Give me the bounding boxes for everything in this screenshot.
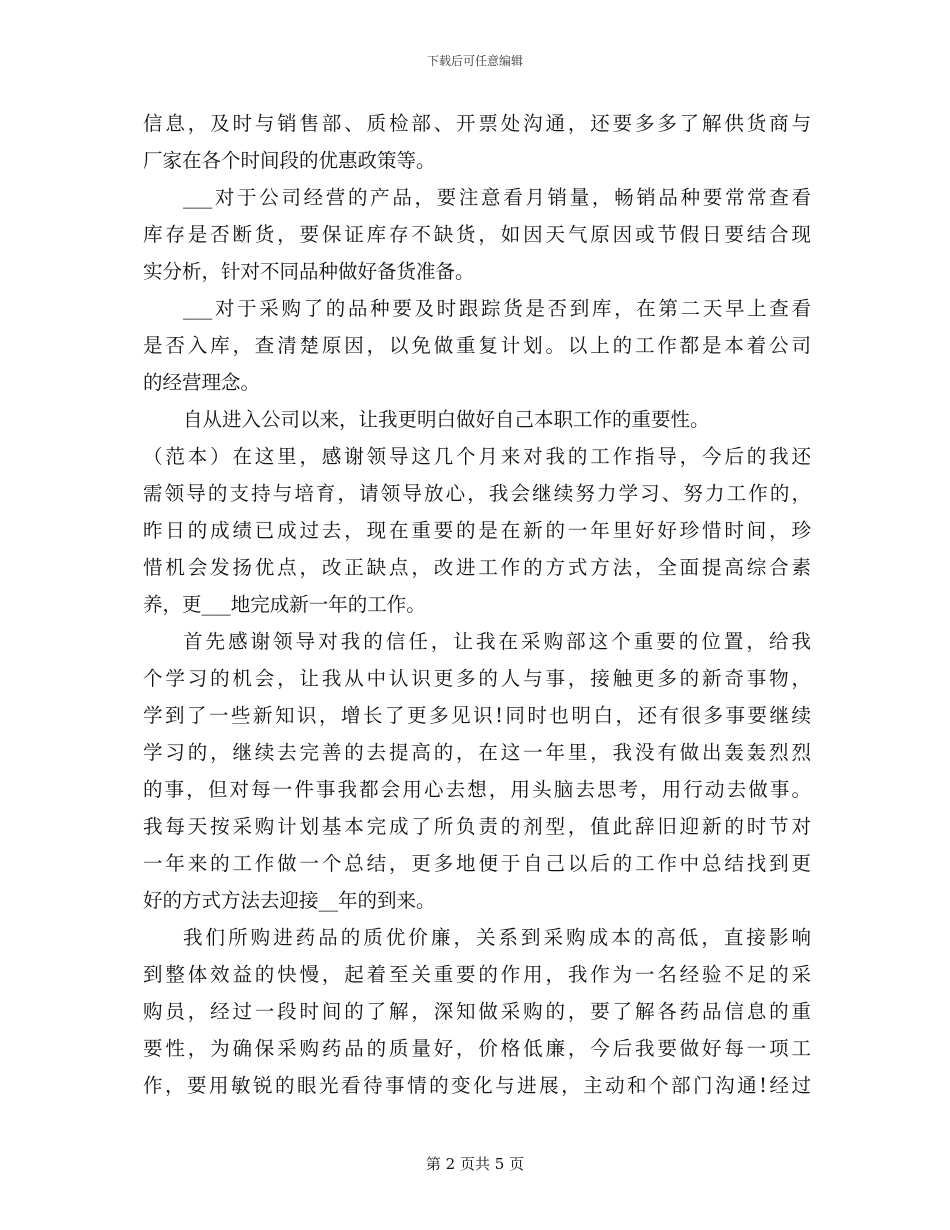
text-line: 学到了一些新知识，增长了更多见识!同时也明白，还有很多事要继续 [143, 704, 811, 727]
text-line: 的事，但对每一件事我都会用心去想，用头脑去思考，用行动去做事。 [143, 778, 811, 801]
text-line: 厂家在各个时间段的优惠政策等。 [143, 149, 436, 172]
text-line: 一年来的工作做一个总结，更多地便于自己以后的工作中总结找到更 [143, 852, 811, 875]
text-line: 到整体效益的快慢，起着至关重要的作用，我作为一名经验不足的采 [143, 963, 811, 986]
text-line: 库存是否断货，要保证库存不缺货，如因天气原因或节假日要结合现 [143, 223, 811, 246]
text-line: 养，更___地完成新一年的工作。 [143, 593, 426, 616]
page-header: 下载后可任意编辑 [426, 54, 523, 68]
text-line: 好的方式方法去迎接__年的到来。 [143, 889, 436, 912]
text-line: ___对于采购了的品种要及时跟踪货是否到库，在第二天早上查看 [183, 297, 811, 320]
text-line: 作，要用敏锐的眼光看待事情的变化与进展，主动和个部门沟通!经过 [143, 1074, 811, 1097]
text-line: 的经营理念。 [143, 371, 261, 394]
text-line: ___对于公司经营的产品，要注意看月销量，畅销品种要常常查看 [183, 186, 811, 209]
text-line: 信息，及时与销售部、质检部、开票处沟通，还要多多了解供货商与 [143, 112, 811, 135]
text-line: 个学习的机会，让我从中认识更多的人与事，接触更多的新奇事物， [143, 667, 811, 690]
text-line: 学习的，继续去完善的去提高的，在这一年里，我没有做出轰轰烈烈 [143, 741, 811, 764]
text-line: 惜机会发扬优点，改正缺点，改进工作的方式方法，全面提高综合素 [143, 556, 811, 579]
text-line: 首先感谢领导对我的信任，让我在采购部这个重要的位置，给我 [183, 630, 811, 653]
text-line: 是否入库，查清楚原因，以免做重复计划。以上的工作都是本着公司 [143, 334, 811, 357]
text-line: 购员，经过一段时间的了解，深知做采购的，要了解各药品信息的重 [143, 1000, 811, 1023]
page-footer: 第 2 页共 5 页 [425, 1155, 525, 1173]
text-line: 要性，为确保采购药品的质量好，价格低廉，今后我要做好每一项工 [143, 1037, 811, 1060]
text-line: 实分析，针对不同品种做好备货准备。 [143, 260, 475, 283]
text-line: 自从进入公司以来，让我更明白做好自己本职工作的重要性。 [183, 408, 710, 431]
text-line: 需领导的支持与培育，请领导放心，我会继续努力学习、努力工作的， [143, 482, 811, 505]
text-line: 我每天按采购计划基本完成了所负责的剂型，值此辞旧迎新的时节对 [143, 815, 811, 838]
text-line: （范本）在这里，感谢领导这几个月来对我的工作指导，今后的我还 [143, 445, 811, 468]
document-body [143, 105, 811, 1104]
text-line: 昨日的成绩已成过去，现在重要的是在新的一年里好好珍惜时间，珍 [143, 519, 811, 542]
text-line: 我们所购进药品的质优价廉，关系到采购成本的高低，直接影响 [183, 926, 811, 949]
